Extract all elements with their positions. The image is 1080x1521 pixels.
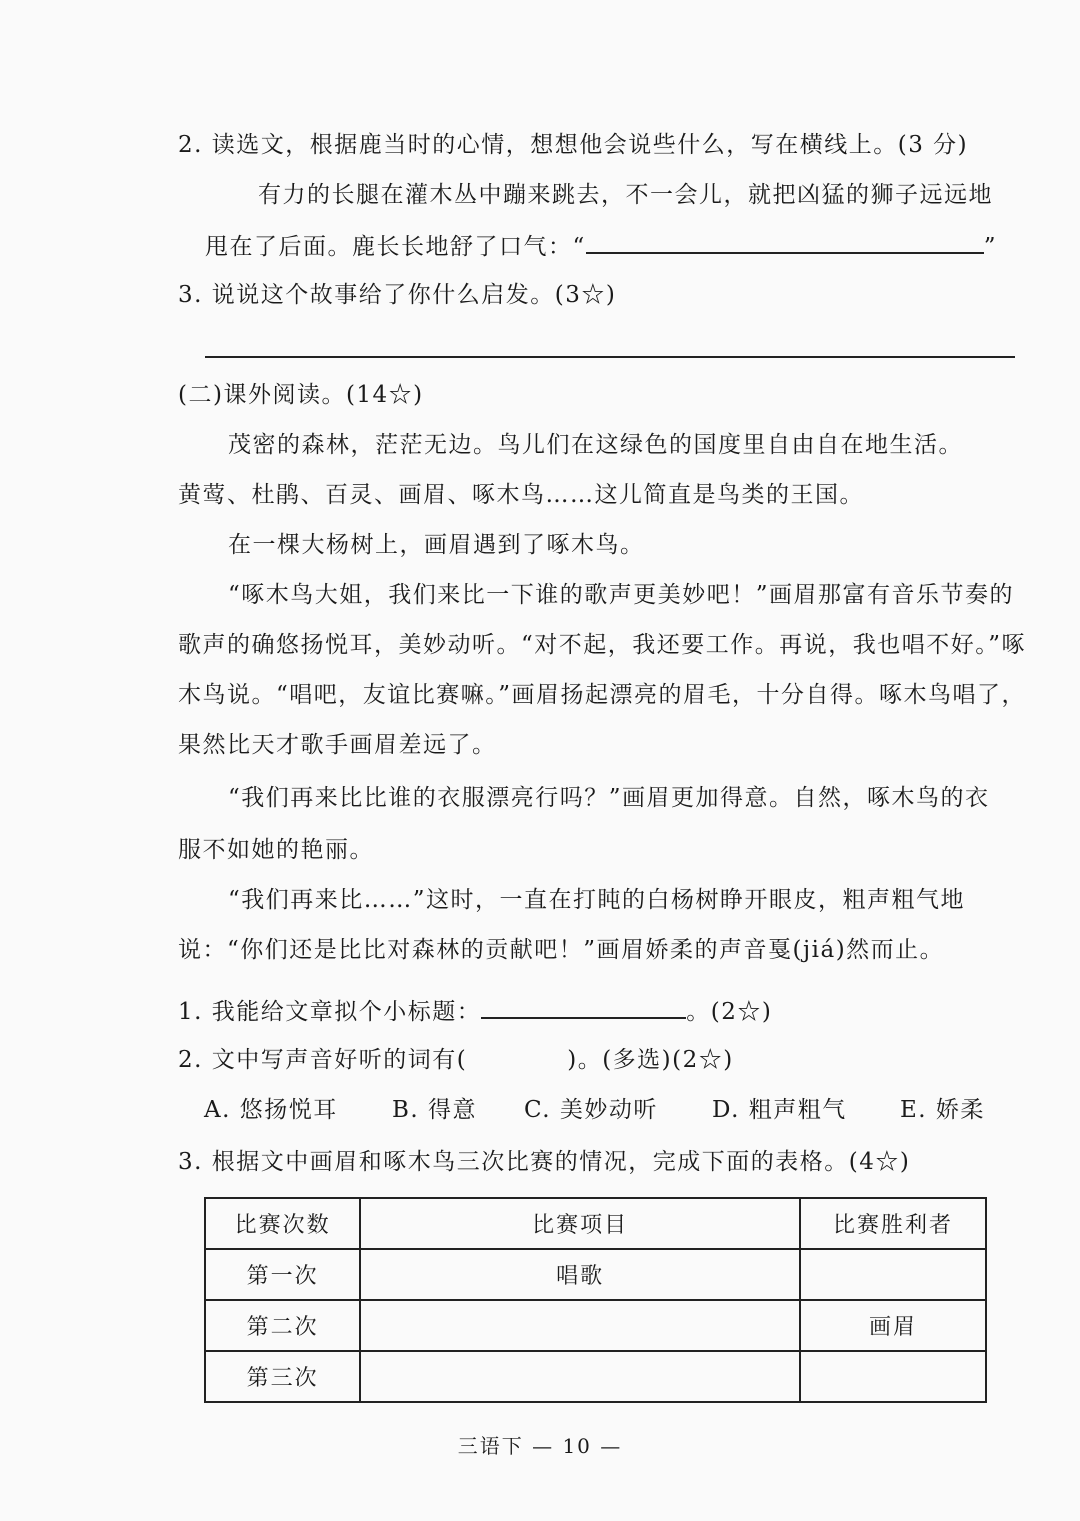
passage-paragraph-1b: 黄莺、杜鹃、百灵、画眉、啄木鸟……这儿简直是鸟类的王国。 xyxy=(178,482,864,508)
choice-b[interactable]: B. 得意 xyxy=(392,1097,478,1123)
page-footer: 三语下 — 10 — xyxy=(457,1434,623,1458)
passage-paragraph-2: 在一棵大杨树上，画眉遇到了啄木鸟。 xyxy=(228,532,645,558)
table-row xyxy=(205,1300,986,1351)
passage-paragraph-3c: 木鸟说。“唱吧，友谊比赛嘛。”画眉扬起漂亮的眉毛，十分自得。啄木鸟唱了， xyxy=(178,682,1027,708)
answer-blank-deer-words[interactable] xyxy=(586,230,984,254)
passage-paragraph-3b: 歌声的确悠扬悦耳，美妙动听。“对不起，我还要工作。再说，我也唱不好。”啄 xyxy=(178,632,1027,658)
passage-paragraph-5b: 说：“你们还是比比对森林的贡献吧！”画眉娇柔的声音戛(jiá)然而止。 xyxy=(178,937,945,963)
cell-round: 第二次 xyxy=(205,1300,360,1351)
choice-a[interactable]: A. 悠扬悦耳 xyxy=(204,1097,338,1123)
section-heading-extracurricular: (二)课外阅读。(14☆) xyxy=(178,382,424,408)
header-round: 比赛次数 xyxy=(205,1198,360,1249)
choice-c[interactable]: C. 美妙动听 xyxy=(524,1097,658,1123)
table-row xyxy=(205,1249,986,1300)
header-event: 比赛项目 xyxy=(360,1198,800,1249)
question-3-prompt: 3. 说说这个故事给了你什么启发。(3☆) xyxy=(178,282,617,308)
question-words-suffix: )。(多选)(2☆) xyxy=(567,1047,734,1073)
question-2-prompt: 2. 读选文，根据鹿当时的心情，想想他会说些什么，写在横线上。(3 分) xyxy=(178,132,969,158)
cell-event[interactable] xyxy=(360,1351,800,1402)
cell-event[interactable]: 唱歌 xyxy=(360,1249,800,1300)
question-words-prompt xyxy=(178,1045,734,1075)
header-winner: 比赛胜利者 xyxy=(800,1198,986,1249)
choice-d[interactable]: D. 粗声粗气 xyxy=(712,1097,847,1123)
answer-line-inspiration[interactable] xyxy=(205,356,1015,358)
question-title-prefix: 1. 我能给文章拟个小标题： xyxy=(178,999,482,1025)
choice-e[interactable]: E. 娇柔 xyxy=(900,1097,985,1123)
table-header-row xyxy=(205,1198,986,1249)
cell-winner[interactable] xyxy=(800,1351,986,1402)
closing-quote: ” xyxy=(983,234,998,260)
cell-winner[interactable] xyxy=(800,1249,986,1300)
passage-excerpt-prefix: 甩在了后面。鹿长长地舒了口气：“ xyxy=(205,234,586,260)
table-row xyxy=(205,1351,986,1402)
passage-paragraph-1a: 茂密的森林，茫茫无边。鸟儿们在这绿色的国度里自由自在地生活。 xyxy=(228,432,963,458)
cell-round: 第三次 xyxy=(205,1351,360,1402)
question-words-prefix: 2. 文中写声音好听的词有( xyxy=(178,1047,468,1073)
passage-excerpt-line-1: 有力的长腿在灌木丛中蹦来跳去，不一会儿，就把凶猛的狮子远远地 xyxy=(258,182,993,208)
competition-table xyxy=(204,1197,987,1403)
passage-paragraph-3d: 果然比天才歌手画眉差远了。 xyxy=(178,732,497,758)
passage-paragraph-4b: 服不如她的艳丽。 xyxy=(178,837,374,863)
cell-winner[interactable]: 画眉 xyxy=(800,1300,986,1351)
passage-paragraph-4a: “我们再来比比谁的衣服漂亮行吗？”画眉更加得意。自然，啄木鸟的衣 xyxy=(228,785,990,811)
passage-paragraph-5a: “我们再来比……”这时，一直在打盹的白杨树睁开眼皮，粗声粗气地 xyxy=(228,887,966,913)
answer-blank-title[interactable] xyxy=(481,995,686,1019)
question-title-suffix: 。(2☆) xyxy=(686,999,773,1025)
passage-excerpt-line-2 xyxy=(205,230,997,262)
passage-paragraph-3a: “啄木鸟大姐，我们来比一下谁的歌声更美妙吧！”画眉那富有音乐节奏的 xyxy=(228,582,1015,608)
question-table-prompt: 3. 根据文中画眉和啄木鸟三次比赛的情况，完成下面的表格。(4☆) xyxy=(178,1149,911,1175)
question-title-prompt xyxy=(178,995,772,1027)
cell-round: 第一次 xyxy=(205,1249,360,1300)
cell-event[interactable] xyxy=(360,1300,800,1351)
